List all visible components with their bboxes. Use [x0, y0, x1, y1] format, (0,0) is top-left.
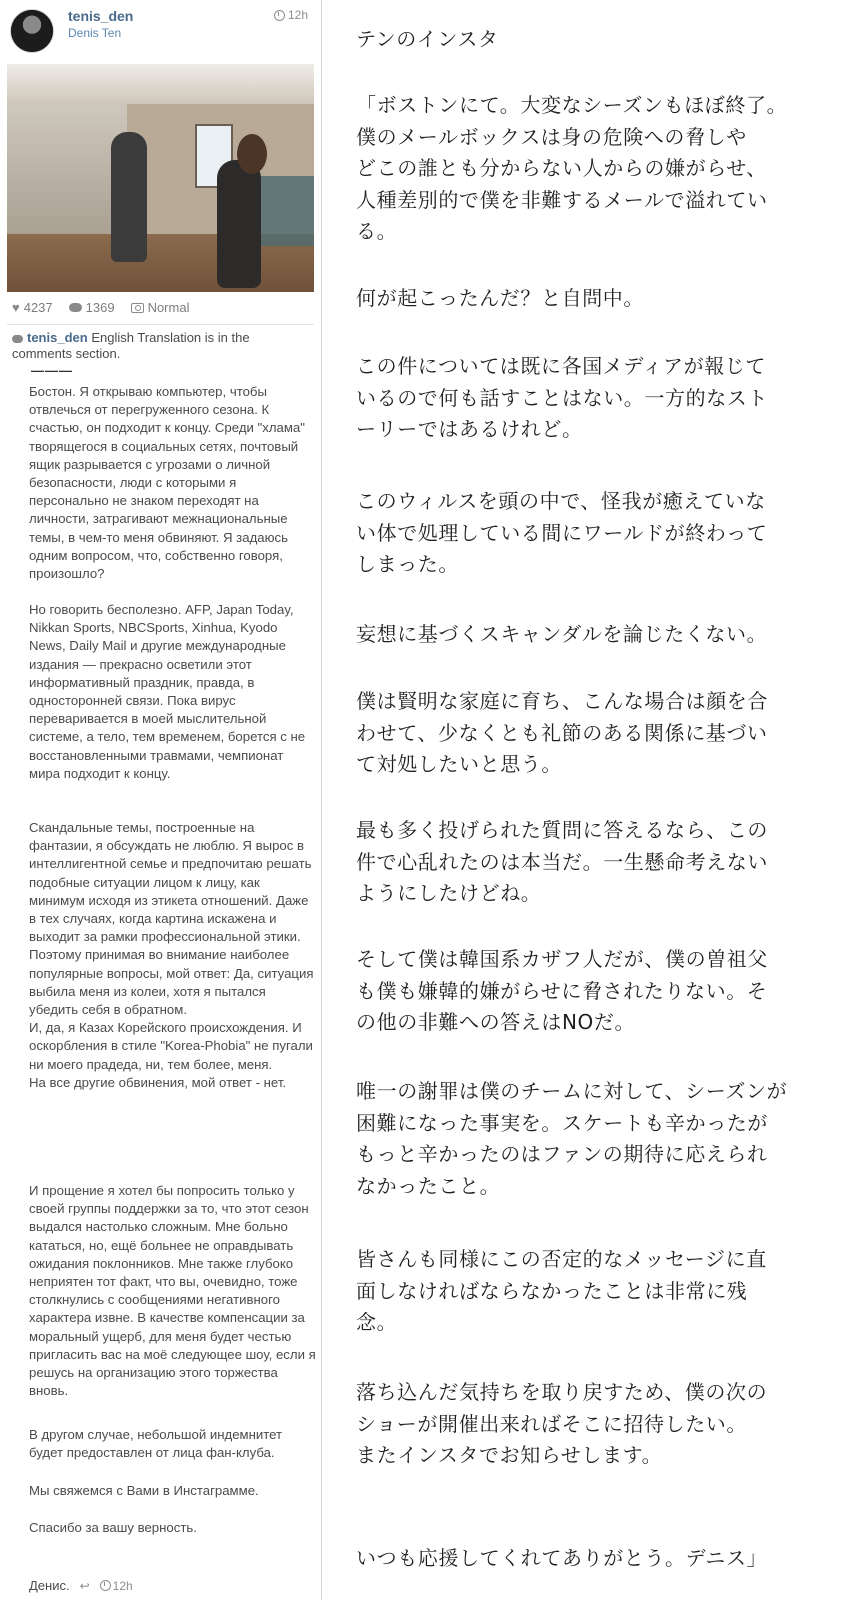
comments-count: 1369 — [85, 300, 115, 315]
translation-paragraph: 唯一の謝罪は僕のチームに対して、シーズンが 困難になった事実を。スケートも辛かったが もっと辛かったのはファンの期待に応えられ なかったこと。 — [356, 1079, 788, 1198]
filter-name: Normal — [147, 300, 190, 315]
translation-paragraph: 落ち込んだ気持ちを取り戻すため、僕の次の ショーが開催出来ればそこに招待したい。 またインスタでお知らせします。 — [356, 1380, 768, 1467]
caption-dashes: ——— — [31, 363, 73, 378]
divider — [7, 324, 314, 325]
translation-paragraph: 最も多く投げられた質問に答えるなら、この 件で心乱れたのは本当だ。一生懸命考えない ようにしたけどね。 — [356, 818, 768, 905]
caption-paragraph: Скандальные темы, построенные на фантазии, я обсуждать не люблю. Я вырос в интеллигентной семье и предпочитаю решать подобные ситуации лицом к лицу, как минимум исходя из этикета отношений. Даже в тех случаях, когда картина искажена и выходит за рамки профессиональной этики. Поэтому принимая во внимание наиболее популярные вопросы, мой ответ: Да, ситуация выбила меня из колеи, хотя я пытался убедить себя в обратном. И, да, я Казах Корейского происхождения. И оскорбления в стиле "Korea-Phobia" не пугали ни моего прадеда, ни, тем более, меня. На все другие обвинения, мой ответ - нет. — [29, 820, 314, 1090]
post-header — [0, 0, 322, 62]
post-time — [274, 8, 308, 22]
caption-header — [12, 330, 312, 362]
caption-intro: English Translation is in the comments section. — [12, 330, 250, 361]
clock-icon — [274, 10, 285, 21]
full-name[interactable]: Denis Ten — [68, 26, 122, 40]
username[interactable]: tenis_den — [68, 8, 134, 24]
translation-paragraph: そして僕は韓国系カザフ人だが、僕の曽祖父 も僕も嫌韓的嫌がらせに脅されたりない。そ の他の非難への答えはNOだ。 — [356, 947, 768, 1034]
comment-icon — [12, 335, 23, 343]
translation-paragraph: 何が起こったんだ？と自問中。 — [356, 286, 644, 310]
instagram-post — [0, 0, 322, 1600]
signature-time-label: 12h — [112, 1578, 133, 1593]
caption-paragraph: И прощение я хотел бы попросить только у своей группы поддержки за то, что этот сезон выдался настолько сложным. Мне больно кататься, но, ещё больнее не оправдывать ожидания поклонников. Мне также глубоко неприятен тот факт, что вы, очевидно, тоже столкнулись с сообщениями негативного характера извне. В качестве компенсации за моральный ущерб, для меня будет честью пригласить вас на моё следующее шоу, если я решусь на организацию этого торжества вновь. — [29, 1183, 316, 1399]
signature-text: Денис. — [29, 1578, 70, 1593]
caption-paragraph: В другом случае, небольшой индемнитет будет предоставлен от лица фан-клуба. — [29, 1427, 283, 1461]
post-stats — [12, 300, 189, 315]
caption-paragraph: Спасибо за вашу верность. — [29, 1520, 197, 1535]
caption-paragraph: Но говорить бесполезно. AFP, Japan Today, Nikkan Sports, NBCSports, Xinhua, Kyodo News, Daily Mail и другие международные издания — прекрасно осветили этот информативный праздник, правда, в односторонней связи. Пока вирус переваривается в моей мыслительной системе, а тело, тем временем, борется с не восстановленными травмами, чемпионат мира подходит к концу. — [29, 602, 306, 781]
filter-stat — [131, 300, 190, 315]
translation-paragraph: このウィルスを頭の中で、怪我が癒えていな い体で処理している間にワールドが終わって しまった。 — [356, 489, 768, 576]
translation-paragraph: 「ボストンにて。大変なシーズンもほぼ終了。 僕のメールボックスは身の危険への脅しや どこの誰とも分からない人からの嫌がらせ、 人種差別的で僕を非難するメールで溢れてい る。 — [356, 93, 788, 243]
caption-paragraph: Мы свяжемся с Вами в Инстаграмме. — [29, 1483, 259, 1498]
caption-username[interactable]: tenis_den — [27, 330, 88, 345]
likes-stat[interactable] — [12, 300, 53, 315]
caption-paragraph: Бостон. Я открываю компьютер, чтобы отвлечься от перегруженного сезона. К счастью, он подходит к концу. Среди "хлама" творящегося в социальных сетях, почтовый ящик разрывается с угрозами о личной безопасности, люди с которыми я персонально не знаком переходят на личности, затрагивают межнациональные темы, в чем-то меня обвиняют. Я задаюсь одним вопросом, что, собственно говоря, произошло? — [29, 384, 305, 582]
translation-paragraph: 僕は賢明な家庭に育ち、こんな場合は顔を合 わせて、少なくとも礼節のある関係に基づい て対処したいと思う。 — [356, 689, 768, 776]
translation-heading: テンのインスタ — [356, 27, 499, 51]
heart-icon: ♥ — [12, 300, 20, 315]
camera-icon — [131, 303, 144, 313]
translation-paragraph: いつも応援してくれてありがとう。デニス」 — [356, 1546, 768, 1570]
likes-count: 4237 — [23, 300, 53, 315]
clock-icon — [100, 1580, 111, 1591]
translation-paragraph: 皆さんも同様にこの否定的なメッセージに直 面しなければならなかったことは非常に残 念。 — [356, 1247, 767, 1334]
translation-paragraph: この件については既に各国メディアが報じて いるので何も話すことはない。一方的なスト ーリーではあるけれど。 — [356, 354, 768, 441]
comments-stat[interactable] — [69, 300, 115, 315]
avatar[interactable] — [10, 9, 54, 53]
signature-time — [100, 1579, 133, 1593]
reply-icon[interactable]: ↩ — [79, 1578, 90, 1593]
translation-paragraph: 妄想に基づくスキャンダルを論じたくない。 — [356, 622, 768, 646]
comment-bubble-icon — [69, 303, 82, 312]
caption-signature — [29, 1578, 133, 1593]
post-photo[interactable] — [7, 64, 314, 292]
post-time-label: 12h — [287, 8, 308, 22]
